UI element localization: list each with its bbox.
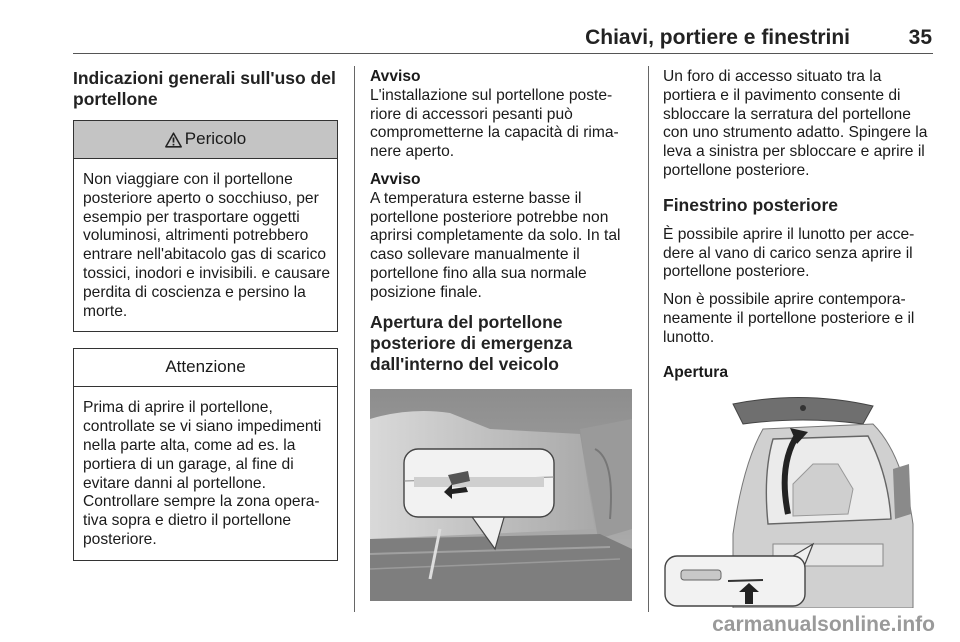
- danger-box-title: Pericolo: [184, 129, 247, 149]
- caution-box-title: Attenzione: [165, 357, 246, 377]
- header-rule: [73, 53, 933, 54]
- intro-paragraph: Un foro di accesso situato tra la portiera e il pavimento consente di sbloccare la serratura del portellone con uno strumento adatto. Spingere la leva a sinistra per sbloccare e aprire il portellone posteriore.: [663, 68, 928, 179]
- column-2: [370, 68, 632, 601]
- column-1: [73, 68, 338, 577]
- column-3: [663, 68, 931, 608]
- watermark: carmanualsonline.info: [712, 613, 935, 636]
- notice-label: Avviso: [370, 170, 421, 188]
- emergency-release-illustration: [370, 389, 632, 601]
- notice-text: A temperatura esterne basse il portellone posteriore potrebbe non aprirsi completamente da solo. In tal caso sollevare manualmente il portellone fino alla sua normale posizione finale.: [370, 189, 621, 301]
- section-heading-emergency-opening: Apertura del portellone posteriore di emergenza dall'interno del veicolo: [370, 311, 573, 374]
- notice-label: Avviso: [370, 68, 421, 85]
- rear-window-paragraph-2: Non è possibile aprire contempora-neamente il portellone posteriore e il lunotto.: [663, 291, 915, 346]
- column-divider-left: [354, 66, 355, 612]
- section-heading-rear-window: Finestrino posteriore: [663, 194, 839, 215]
- danger-box-header: [74, 121, 337, 159]
- page-number: 35: [908, 26, 932, 49]
- danger-box: [73, 120, 338, 332]
- caution-box: [73, 348, 338, 560]
- rear-window-paragraph-1: È possibile aprire il lunotto per acce-dere al vano di carico senza aprire il portellone posteriore.: [663, 225, 915, 281]
- notice-text: L'installazione sul portellone poste-riore di accessori pesanti può comprometterne la capacità di rima-nere aperto.: [370, 86, 619, 161]
- notice-low-temperature: [370, 171, 632, 303]
- rear-window-opening-illustration: [663, 394, 925, 608]
- running-header-title: Chiavi, portiere e finestrini: [585, 26, 850, 49]
- section-heading-tailgate-use: Indicazioni generali sull'uso del portellone: [73, 68, 336, 109]
- column-divider-right: [648, 66, 649, 612]
- warning-triangle-icon: [165, 132, 182, 148]
- caution-box-text: Prima di aprire il portellone, controllate se vi siano impedimenti nella parte alta, come ad es. la portiera di un garage, al fine di evitare danni al portellone. Controllare sempre la zona opera-tiva sopra e dietro il portellone posteriore.: [83, 399, 322, 548]
- caution-box-header: [74, 349, 337, 387]
- danger-box-text: Non viaggiare con il portellone posteriore aperto o socchiuso, per esempio per trasportare oggetti voluminosi, altrimenti potrebbero entrare nell'abitacolo gas di scarico tossici, inodori e invisibili. e causare perdita di coscienza e persino la morte.: [83, 171, 331, 320]
- notice-heavy-accessories: [370, 68, 632, 162]
- subheading-opening: Apertura: [663, 363, 728, 381]
